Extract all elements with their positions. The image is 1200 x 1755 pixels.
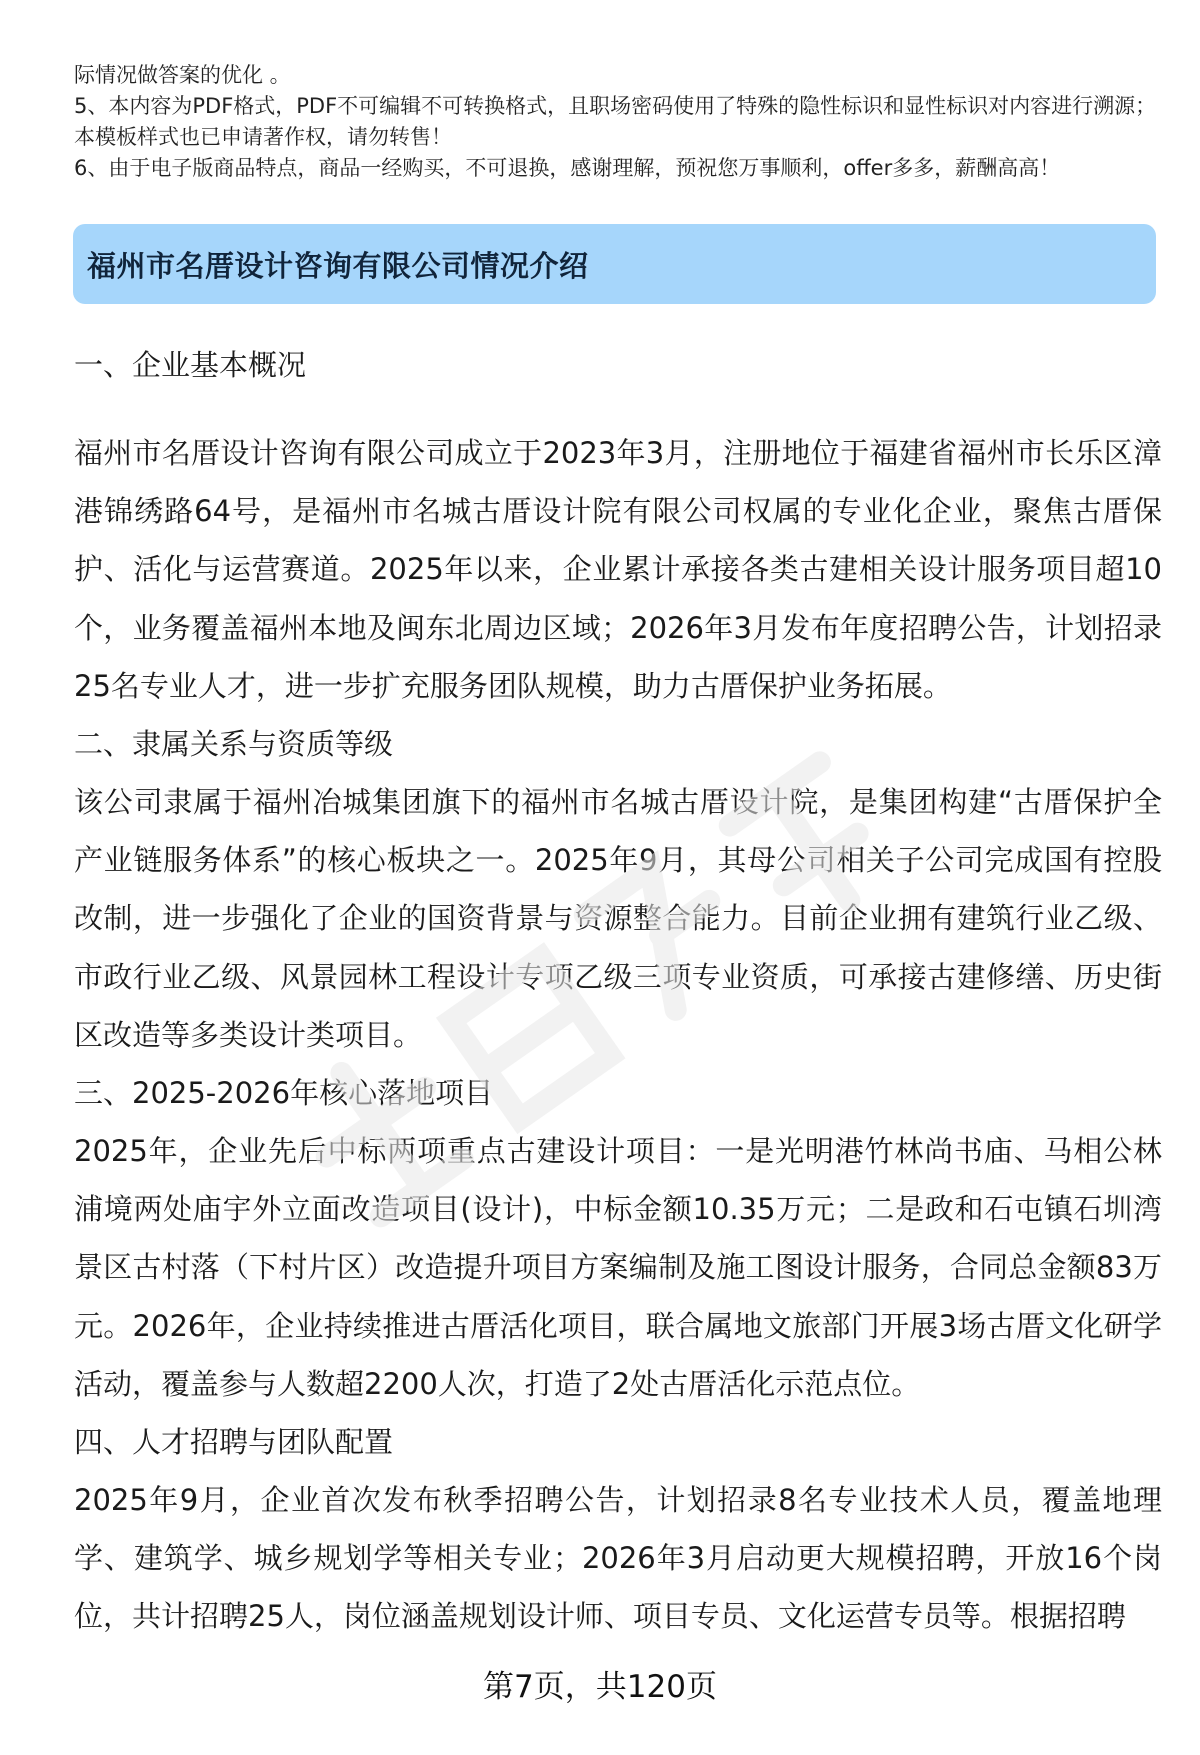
title-banner — [73, 224, 1156, 304]
section-heading: 三、2025-2026年核心落地项目 — [74, 1076, 494, 1111]
main-content — [74, 336, 1162, 1646]
section-body: 2025年，企业先后中标两项重点古建设计项目：一是光明港竹林尚书庙、马相公林浦境两处庙宇外立面改造项目(设计)，中标金额10.35万元；二是政和石屯镇石圳湾景区古村落（下村片区）改造提升项目方案编制及施工图设计服务，合同总金额83万元。2026年，企业持续推进古厝活化项目，联合属地文旅部门开展3场古厝文化研学活动，覆盖参与人数超2200人次，打造了2处古厝活化示范点位。 — [74, 1134, 1162, 1401]
note-line: 5、本内容为PDF格式，PDF不可编辑不可转换格式，且职场密码使用了特殊的隐性标识和显性标识对内容进行溯源；本模板样式也已申请著作权，请勿转售！ — [74, 94, 1157, 149]
section-heading: 四、人才招聘与团队配置 — [74, 1425, 394, 1460]
page-title: 福州市名厝设计咨询有限公司情况介绍 — [87, 248, 589, 283]
section-heading: 二、隶属关系与资质等级 — [74, 727, 394, 762]
section-body: 福州市名厝设计咨询有限公司成立于2023年3月，注册地位于福建省福州市长乐区漳港锦绣路64号，是福州市名城古厝设计院有限公司权属的专业化企业，聚焦古厝保护、活化与运营赛道。2025年以来，企业累计承接各类古建相关设计服务项目超10个，业务覆盖福州本地及闽东北周边区域；2026年3月发布年度招聘公告，计划招录25名专业人才，进一步扩充服务团队规模，助力古厝保护业务拓展。 — [74, 436, 1162, 703]
section-body: 2025年9月，企业首次发布秋季招聘公告，计划招录8名专业技术人员，覆盖地理学、建筑学、城乡规划学等相关专业；2026年3月启动更大规模招聘，开放16个岗位，共计招聘25人，岗位涵盖规划设计师、项目专员、文化运营专员等。根据招聘 — [74, 1483, 1162, 1634]
notes-block — [74, 60, 1164, 184]
note-line: 际情况做答案的优化 。 — [74, 63, 291, 87]
page-number: 第7页，共120页 — [483, 1669, 717, 1705]
note-line: 6、由于电子版商品特点，商品一经购买，不可退换，感谢理解，预祝您万事顺利，offer多多，薪酬高高！ — [74, 156, 1061, 180]
section-body: 该公司隶属于福州冶城集团旗下的福州市名城古厝设计院，是集团构建“古厝保护全产业链服务体系”的核心板块之一。2025年9月，其母公司相关子公司完成国有控股改制，进一步强化了企业的国资背景与资源整合能力。目前企业拥有建筑行业乙级、市政行业乙级、风景园林工程设计专项乙级三项专业资质，可承接古建修缮、历史街区改造等多类设计类项目。 — [74, 785, 1162, 1052]
section-heading: 一、企业基本概况 — [74, 348, 307, 382]
